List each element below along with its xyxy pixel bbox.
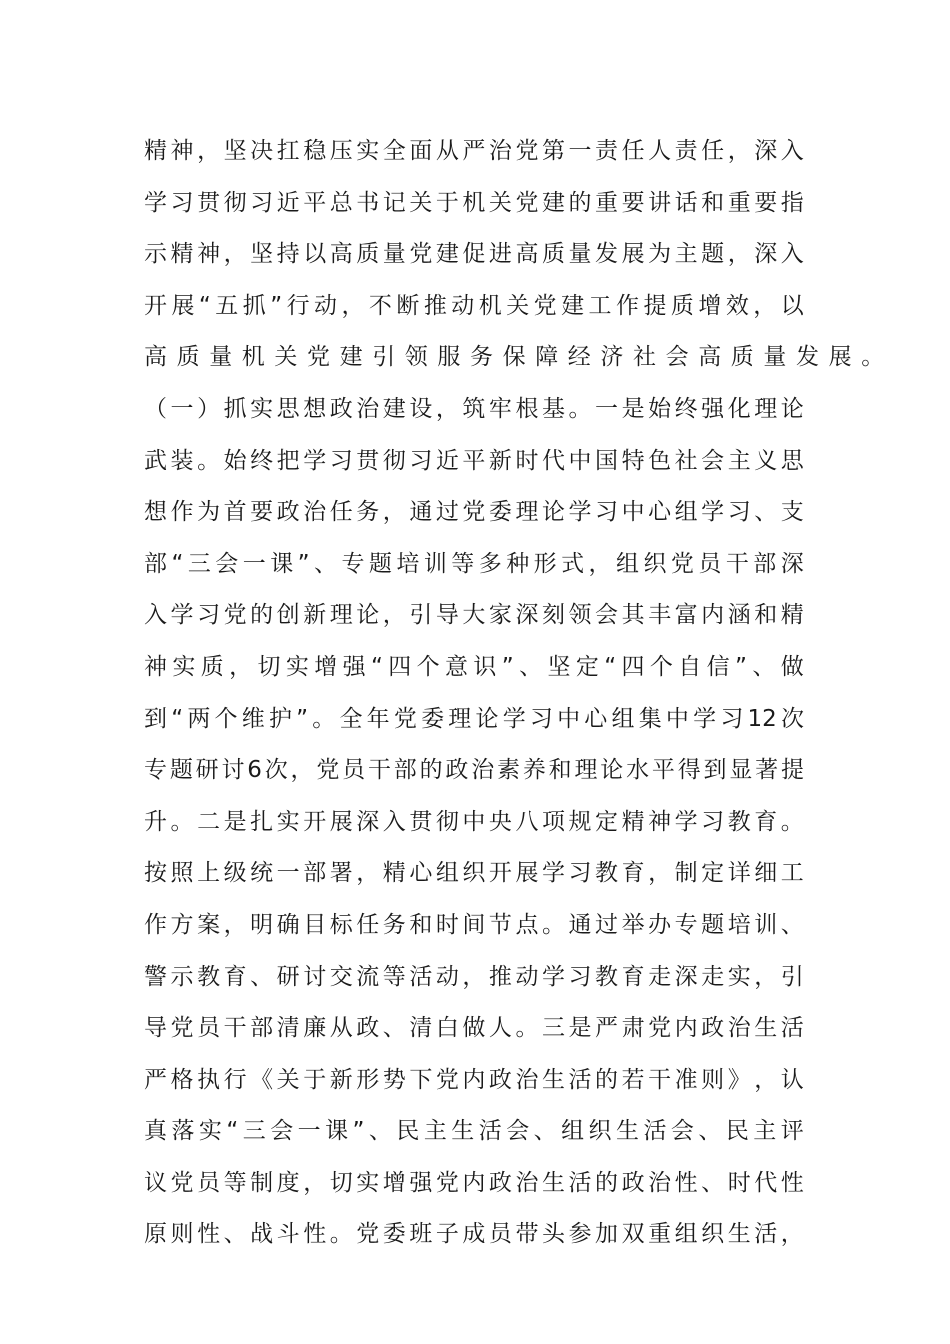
text-line: 开 展 “ 五 抓 ” 行 动 ， 不 断 推 动 机 关 党 建 工 作 提 质 增 效 ， 以 — [144, 292, 804, 319]
text-line: 武 装 。 始 终 把 学 习 贯 彻 习 近 平 新 时 代 中 国 特 色 社 会 主 义 思 — [144, 447, 804, 474]
text-line: 按 照 上 级 统 一 部 署 ， 精 心 组 织 开 展 学 习 教 育 ， 制 定 详 细 工 — [144, 860, 804, 887]
text-line: 作 方 案 ， 明 确 目 标 任 务 和 时 间 节 点 。 通 过 举 办 专 题 培 训 、 — [144, 911, 804, 938]
text-line: 想 作 为 首 要 政 治 任 务 ， 通 过 党 委 理 论 学 习 中 心 组 学 习 、 支 — [144, 499, 804, 526]
paragraph-intro — [144, 126, 894, 384]
text-line: 高质量机关党建引领服务保障经济社会高质量发展。 — [144, 344, 894, 371]
paragraph-section-one — [144, 384, 804, 1261]
text-line: 严 格 执 行 《 关 于 新 形 势 下 党 内 政 治 生 活 的 若 干 准 则 》 ， 认 — [144, 1066, 804, 1093]
text-line: 议 党 员 等 制 度 ， 切 实 增 强 党 内 政 治 生 活 的 政 治 性 、 时 代 性 — [144, 1169, 804, 1196]
text-line: 专 题 研 讨 6 次 ， 党 员 干 部 的 政 治 素 养 和 理 论 水 平 得 到 显 著 提 — [144, 757, 804, 784]
text-line: 导 党 员 干 部 清 廉 从 政 、 清 白 做 人 。 三 是 严 肃 党 内 政 治 生 活 — [144, 1015, 804, 1042]
text-line: 升 。 二 是 扎 实 开 展 深 入 贯 彻 中 央 八 项 规 定 精 神 学 习 教 育 。 — [144, 808, 804, 835]
document-body — [144, 126, 894, 1261]
text-line: 精 神 ， 坚 决 扛 稳 压 实 全 面 从 严 治 党 第 一 责 任 人 责 任 ， 深 入 — [144, 138, 804, 164]
section-heading-line: （ 一 ） 抓 实 思 想 政 治 建 设 ， 筑 牢 根 基 。 一 是 始 终 强 化 理 论 — [144, 395, 804, 422]
text-line: 原 则 性 、 战 斗 性 。 党 委 班 子 成 员 带 头 参 加 双 重 组 织 生 活 ， — [144, 1221, 804, 1248]
text-line: 到 “ 两 个 维 护 ” 。 全 年 党 委 理 论 学 习 中 心 组 集 中 学 习 12 次 — [144, 705, 804, 732]
text-line: 警 示 教 育 、 研 讨 交 流 等 活 动 ， 推 动 学 习 教 育 走 深 走 实 ， 引 — [144, 963, 804, 990]
text-line: 入 学 习 党 的 创 新 理 论 ， 引 导 大 家 深 刻 领 会 其 丰 富 内 涵 和 精 — [144, 602, 804, 629]
text-line: 学 习 贯 彻 习 近 平 总 书 记 关 于 机 关 党 建 的 重 要 讲 话 和 重 要 指 — [144, 189, 804, 216]
text-line: 部 “ 三 会 一 课 ” 、 专 题 培 训 等 多 种 形 式 ， 组 织 党 员 干 部 深 — [144, 550, 804, 577]
text-line: 示 精 神 ， 坚 持 以 高 质 量 党 建 促 进 高 质 量 发 展 为 主 题 ， 深 入 — [144, 241, 804, 268]
text-line: 神 实 质 ， 切 实 增 强 “ 四 个 意 识 ” 、 坚 定 “ 四 个 自 信 ” 、 做 — [144, 653, 804, 680]
text-line: 真 落 实 “ 三 会 一 课 ” 、 民 主 生 活 会 、 组 织 生 活 会 、 民 主 评 — [144, 1118, 804, 1145]
